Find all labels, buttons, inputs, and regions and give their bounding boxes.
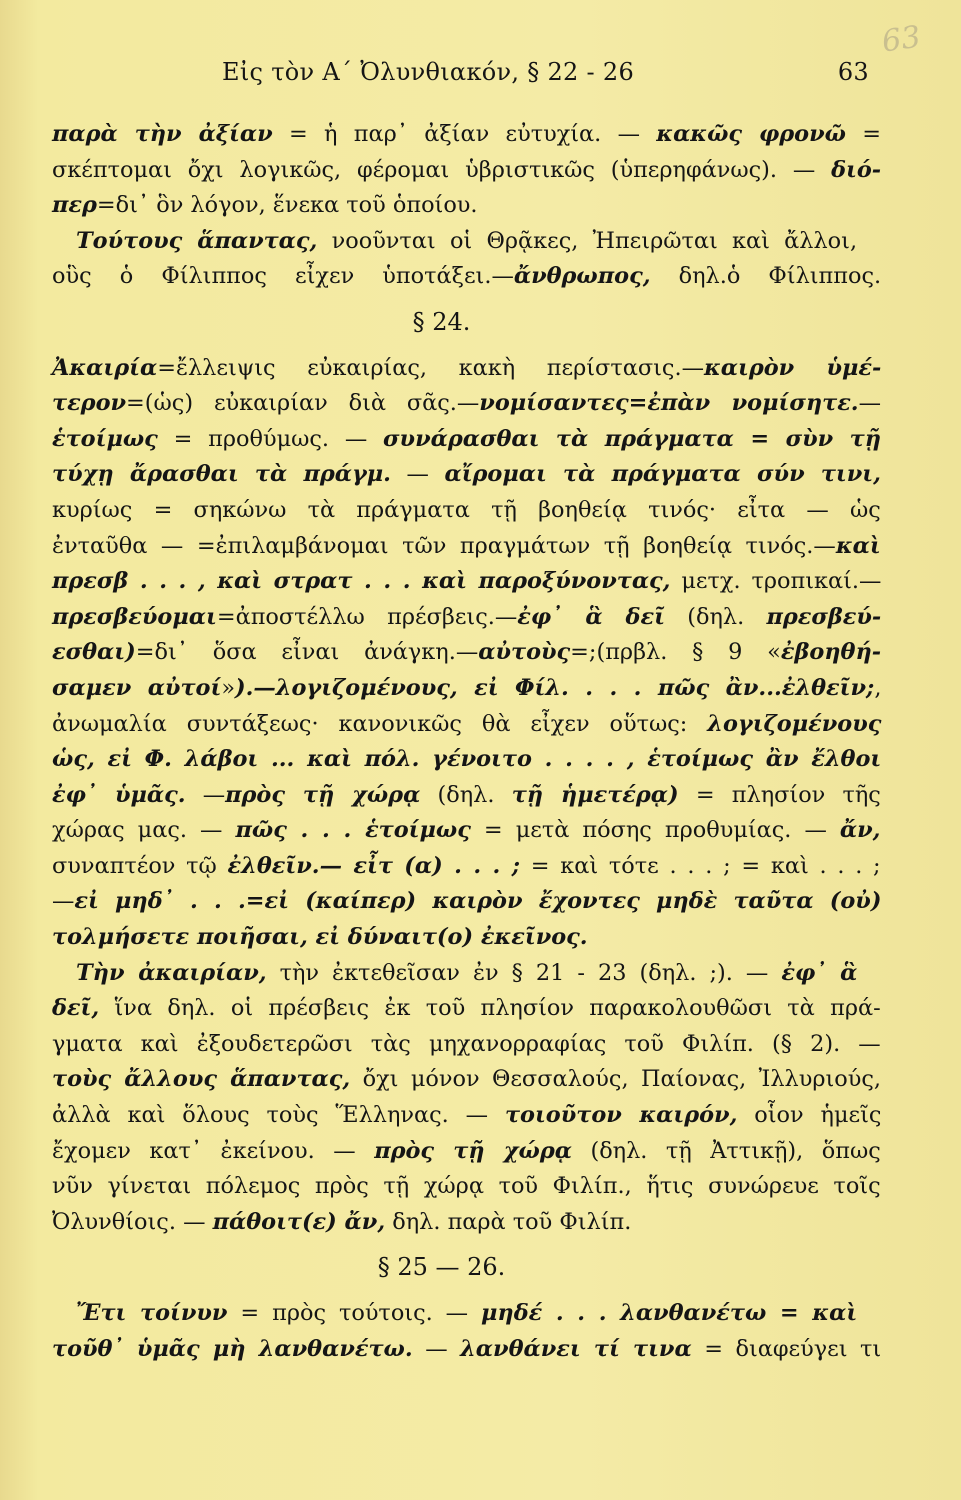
gloss: δηλ. παρὰ τοῦ Φιλίπ. — [385, 1208, 632, 1235]
gloss: =δι᾽ ὃν λόγον, ἕνεκα τοῦ ὁποίου. — [96, 192, 478, 219]
lemma: συνάρασθαι τὰ πράγματα = σὺν τῇ — [383, 425, 881, 452]
lemma: αὐτοὺς — [478, 639, 571, 666]
gloss: νῦν γίνεται πόλεμος πρὸς τῇ χώρᾳ τοῦ Φιλίπ., ἥτις συνώρευε τοῖς — [52, 1173, 881, 1200]
lemma: ἄν, — [839, 817, 881, 844]
text-line — [52, 635, 882, 671]
gloss: =δι᾽ ὅσα εἶναι ἀνάγκη.— — [135, 639, 479, 666]
lemma: πρεσβεύομαι — [52, 603, 217, 630]
gloss: νοοῦνται οἱ Θρᾷκες, Ἠπειρῶται καὶ ἄλλοι, — [317, 227, 858, 254]
running-title: Εἰς τὸν Α΄ Ὀλυνθιακόν, § 22 - 26 — [222, 58, 635, 86]
lemma: ἑτοίμως — [52, 425, 158, 452]
gloss: = καὶ τότε . . . ; = καὶ . . . ; — [520, 852, 881, 879]
text-line — [52, 920, 831, 956]
lemma: αἴρομαι τὰ πράγματα σύν τινι, — [444, 461, 881, 488]
lemma: ).—λογιζομένους, εἰ Φίλ. . . . πῶς ἂν...ἐλθεῖν; — [235, 674, 875, 701]
text-line — [52, 493, 881, 529]
lemma: σαμεν αὐτοί — [52, 674, 222, 701]
gloss: συναπτέον τῷ — [52, 852, 228, 879]
gloss: οὓς ὁ Φίλιππος εἶχεν ὑποτάξει.— — [52, 263, 514, 290]
gloss: — — [412, 1335, 461, 1362]
gloss: γματα καὶ ἐξουδετερῶσι τὰς μηχανορραφίας τοῦ Φιλίπ. (§ 2). — — [52, 1030, 881, 1057]
text-line — [52, 259, 882, 295]
gloss: ἀλλὰ καὶ ὅλους τοὺς Ἕλληνας. — — [52, 1102, 505, 1129]
gloss: δηλ.ὁ Φίλιππος. — [650, 263, 882, 290]
gloss: (δηλ. — [420, 781, 512, 808]
text-line — [52, 457, 881, 493]
text-line — [52, 707, 882, 743]
lemma: τοῦθ᾽ ὑμᾶς μὴ λανθανέτω. — [52, 1335, 413, 1362]
lemma: κακῶς φρονῶ — [656, 121, 846, 147]
gloss: ἐνταῦθα — =ἐπιλαμβάνομαι τῶν πραγμάτων τῇ βοηθείᾳ τινός.— — [52, 532, 836, 559]
lemma: ἐφ᾽ ὑμᾶς. — [52, 781, 186, 808]
gloss: ἔχομεν κατ᾽ ἐκείνου. — — [52, 1137, 375, 1164]
lemma: πρὸς τῇ χώρᾳ — [225, 781, 421, 808]
lemma: περ — [52, 192, 97, 219]
lemma: πρεσβεύ- — [766, 603, 882, 630]
text-line — [52, 813, 881, 849]
text-line — [52, 1098, 882, 1134]
lemma: ἐλθεῖν.— εἶτ (α) . . . ; — [227, 852, 521, 879]
gloss: ἵνα δηλ. οἱ πρέσβεις ἐκ τοῦ πλησίον παρακολουθῶσι τὰ πρά- — [99, 995, 881, 1022]
gloss: =;(πρβλ. § 9 « — [570, 639, 781, 666]
gloss: = διαφεύγει τι — [691, 1335, 882, 1362]
lemma: πῶς . . . ἑτοίμως — [235, 817, 471, 844]
text-line — [52, 849, 881, 885]
text-line — [52, 742, 882, 778]
text-line — [52, 564, 882, 600]
lemma: ἐβοηθή- — [780, 639, 882, 666]
section-heading: § 24. — [412, 307, 471, 336]
text-line — [52, 422, 881, 458]
gloss: =(ὡς) εὐκαιρίαν διὰ σᾶς.— — [126, 390, 480, 417]
lemma: τερον — [52, 390, 127, 417]
text-line — [52, 778, 881, 814]
lemma: τολμήσετε ποιῆσαι, εἰ δύναιτ(ο) ἐκεῖνος. — [52, 924, 588, 951]
lemma: νομίσαντες=ἐπὰν νομίσητε. — [479, 390, 859, 417]
lemma: λογιζομένους — [707, 710, 882, 737]
gloss: κυρίως = σηκώνω τὰ πράγματα τῇ βοηθείᾳ τινός· εἶτα — ὡς — [52, 496, 881, 523]
gloss: , — [874, 674, 882, 701]
lemma: διό- — [831, 156, 882, 183]
lemma: τύχῃ ἄρασθαι τὰ πράγμ. — [52, 461, 391, 488]
gloss: ὄχι μόνον Θεσσαλούς, Παίονας, Ἰλλυριούς, — [350, 1066, 882, 1093]
lemma: ἄνθρωπος, — [513, 263, 651, 290]
gloss: — — [185, 781, 226, 808]
text-line — [52, 956, 858, 992]
gloss: = ἡ παρ᾽ ἀξίαν εὐτυχία. — — [272, 121, 657, 147]
gloss: = πλησίον τῆς — [678, 781, 881, 808]
text-line — [52, 1134, 881, 1170]
gloss: σκέπτομαι ὄχι λογικῶς, φέρομαι ὑβριστικῶς (ὑπερηφάνως). — — [52, 156, 832, 183]
page-number: 63 — [837, 58, 869, 86]
text-line — [52, 386, 881, 422]
lemma: Τὴν ἀκαιρίαν, — [76, 959, 267, 986]
text-line — [52, 1296, 858, 1332]
lemma: ὡς, εἰ Φ. λάβοι ... καὶ πόλ. γένοιτο . . . . , ἑτοίμως ἂν ἔλθοι — [52, 746, 882, 773]
lemma: δεῖ, — [52, 995, 100, 1022]
gloss: — — [390, 461, 445, 488]
pencil-mark: 63 — [879, 19, 924, 60]
gloss: =ἀποστέλλω πρέσβεις.— — [216, 603, 518, 630]
lemma: ἐφ᾽ ἃ δεῖ — [517, 603, 665, 630]
lemma: τοιοῦτον καιρόν, — [504, 1102, 738, 1129]
gloss: — — [52, 888, 75, 915]
gloss: =ἔλλειψις εὐκαιρίας, κακὴ περίστασις.— — [157, 354, 704, 381]
gloss: — — [858, 390, 881, 417]
text-line — [52, 991, 881, 1027]
gloss: » — [221, 674, 236, 701]
lemma: πρεσβ . . . , καὶ στρατ . . . καὶ παροξύνοντας, — [52, 568, 671, 595]
lemma: Ἀκαιρία — [52, 354, 158, 381]
lemma: Ἔτι τοίνυν — [76, 1300, 228, 1326]
lemma: καιρὸν ὑμέ- — [703, 354, 882, 381]
gloss: (δηλ. — [664, 603, 767, 630]
text-line — [52, 884, 882, 920]
text-line — [52, 224, 858, 260]
gloss: μετχ. τροπικαί.— — [670, 568, 882, 595]
lemma: πάθοιτ(ε) ἄν, — [212, 1208, 386, 1235]
gloss: ἀνωμαλία συντάξεως· κανονικῶς θὰ εἶχεν οὕτως: — [52, 710, 708, 737]
gloss: (δηλ. τῇ Ἀττικῇ), ὅπως — [571, 1137, 881, 1164]
text-line — [52, 671, 882, 707]
text-line — [52, 188, 831, 224]
text-line — [52, 600, 882, 636]
lemma: λανθάνει τί τινα — [460, 1335, 692, 1362]
lemma: καὶ — [835, 532, 881, 559]
text-line — [52, 1169, 881, 1205]
gloss: τὴν ἐκτεθεῖσαν ἐν § 21 - 23 (δηλ. ;). — — [266, 959, 782, 986]
gloss: οἷον ἡμεῖς — [737, 1102, 882, 1129]
gloss: = — [845, 121, 882, 147]
lemma: μηδέ . . . λανθανέτω = καὶ — [481, 1300, 858, 1326]
text-line — [52, 1332, 882, 1368]
gloss: = προθύμως. — — [157, 425, 384, 452]
text-line — [52, 1205, 831, 1241]
gloss: χώρας μας. — — [52, 817, 236, 844]
text-line — [52, 529, 881, 565]
lemma: εσθαι) — [52, 639, 136, 666]
text-line — [52, 351, 882, 387]
text-line — [52, 117, 882, 153]
text-line — [52, 1027, 881, 1063]
lemma: ἐφ᾽ ἃ — [781, 959, 858, 986]
lemma: πρὸς τῇ χώρᾳ — [374, 1137, 572, 1164]
gloss: = μετὰ πόσης προθυμίας. — — [470, 817, 840, 844]
lemma: Τούτους ἅπαντας, — [76, 227, 318, 254]
lemma: εἰ μηδ᾽ . . .=εἰ (καίπερ) καιρὸν ἔχοντες μηδὲ ταῦτα (οὐ) — [74, 888, 882, 915]
text-line — [52, 153, 882, 189]
gloss: Ὀλυνθίοις. — — [52, 1208, 213, 1235]
gloss: = πρὸς τούτοις. — — [227, 1300, 482, 1326]
page-header — [52, 19, 924, 92]
lemma: τοὺς ἄλλους ἅπαντας, — [52, 1066, 351, 1093]
lemma: τῇ ἡμετέρᾳ) — [511, 781, 679, 808]
lemma: παρὰ τὴν ἀξίαν — [52, 121, 273, 147]
text-line — [52, 1062, 882, 1098]
section-heading: § 25 — 26. — [377, 1253, 506, 1282]
commentary-text — [52, 117, 882, 1367]
